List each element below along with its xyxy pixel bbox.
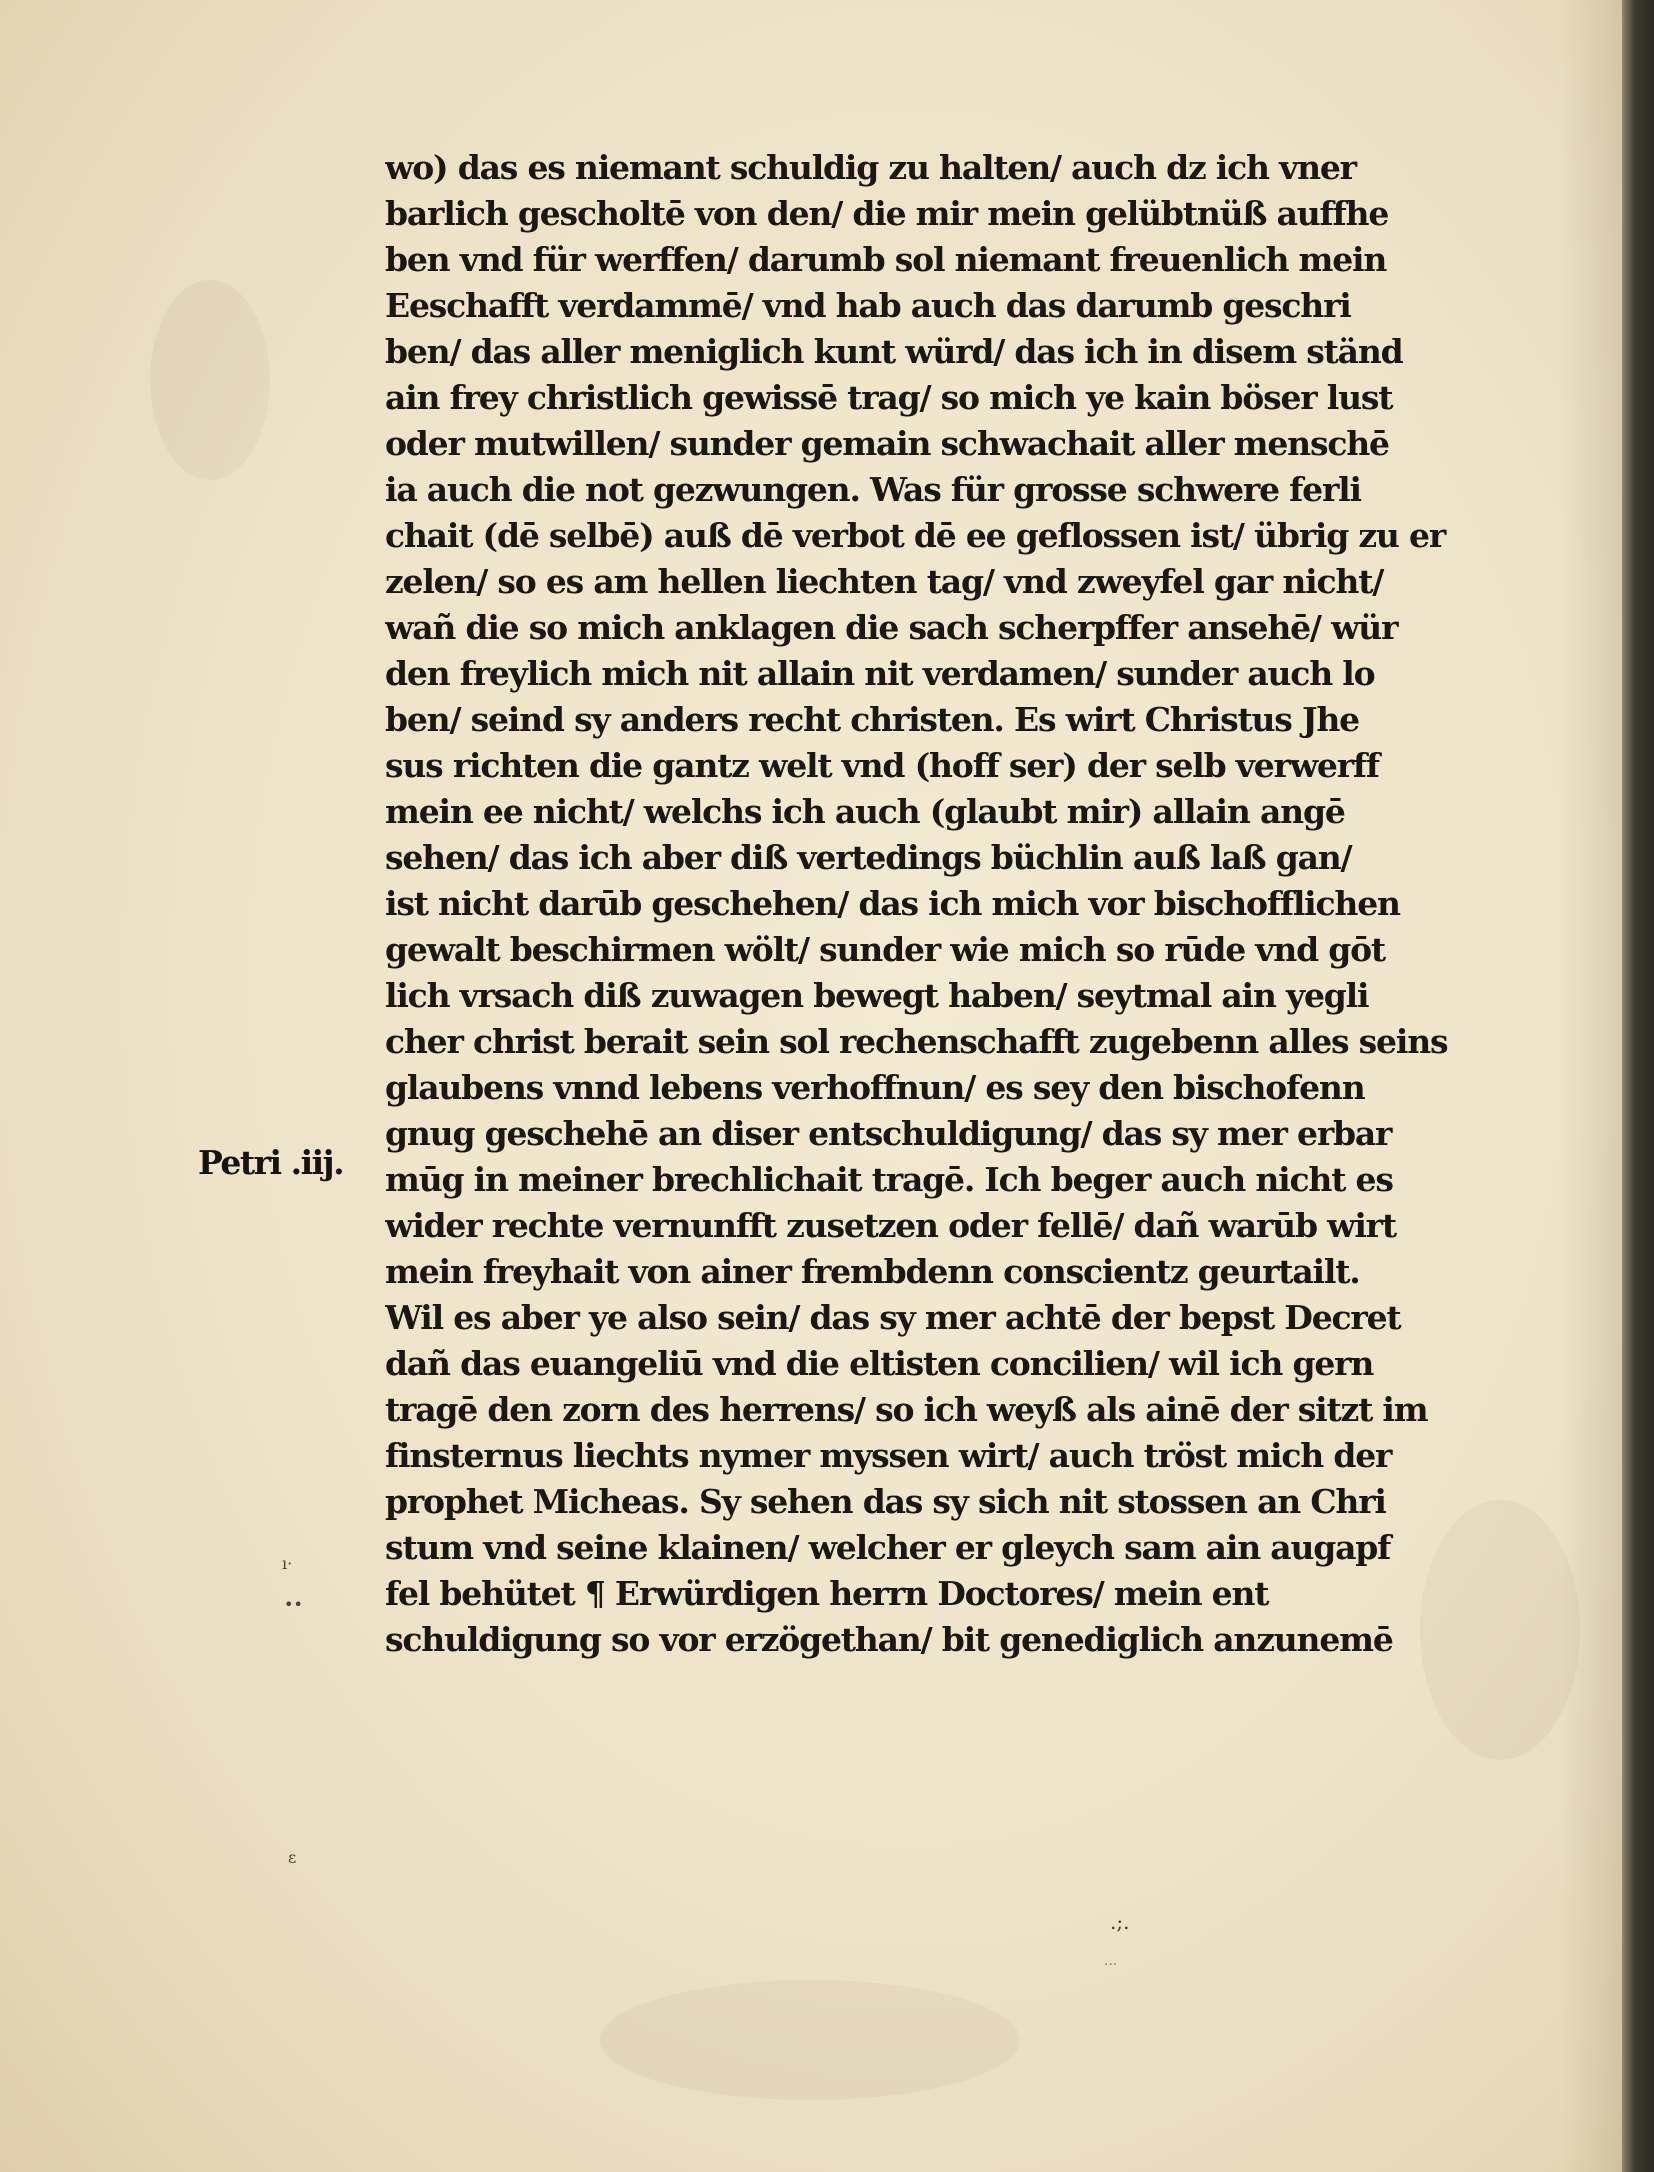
- margin-note: Petri .iij.: [198, 1143, 344, 1182]
- book-edge: [1622, 0, 1654, 2172]
- catchword-mark: .;.: [1110, 1910, 1130, 1934]
- bleed-through-stain: [150, 280, 270, 480]
- text-line: stum vnd seine klainen/ welcher er gleych sam ain augapf: [385, 1528, 1391, 1567]
- text-line: sehen/ das ich aber diß vertedings büchlin auß laß gan/: [385, 838, 1352, 877]
- margin-mark: ı·: [282, 1554, 293, 1573]
- text-line: glaubens vnnd lebens verhoffnun/ es sey den bischofenn: [385, 1068, 1365, 1107]
- text-line: schuldigung so vor erzögethan/ bit genediglich anzunemē: [385, 1620, 1393, 1659]
- text-line: dañ das euangeliū vnd die eltisten concilien/ wil ich gern: [385, 1344, 1374, 1383]
- text-line: ben/ das aller meniglich kunt würd/ das ich in disem ständ: [385, 332, 1403, 371]
- catchword-mark: ...: [1104, 1953, 1118, 1969]
- margin-mark: ɛ: [288, 1848, 297, 1867]
- gutter-shadow: [1560, 0, 1622, 2172]
- text-line: ist nicht darūb geschehen/ das ich mich vor bischofflichen: [385, 884, 1400, 923]
- margin-mark: ••: [284, 1595, 303, 1614]
- text-line: ain frey christlich gewissē trag/ so mich ye kain böser lust: [385, 378, 1393, 417]
- text-line: mein ee nicht/ welchs ich auch (glaubt mir) allain angē: [385, 792, 1345, 831]
- text-line: ben vnd für werffen/ darumb sol niemant freuenlich mein: [385, 240, 1387, 279]
- text-line: finsternus liechts nymer myssen wirt/ auch tröst mich der: [385, 1436, 1392, 1475]
- text-line: den freylich mich nit allain nit verdamen/ sunder auch lo: [385, 654, 1375, 693]
- text-line: lich vrsach diß zuwagen bewegt haben/ seytmal ain yegli: [385, 976, 1369, 1015]
- text-line: prophet Micheas. Sy sehen das sy sich nit stossen an Chri: [385, 1482, 1386, 1521]
- bleed-through-stain: [600, 1980, 1020, 2100]
- text-line: wider rechte vernunfft zusetzen oder fellē/ dañ warūb wirt: [385, 1206, 1396, 1245]
- text-line: ia auch die not gezwungen. Was für grosse schwere ferli: [385, 470, 1361, 509]
- text-line: Eeschafft verdammē/ vnd hab auch das darumb geschri: [385, 286, 1351, 325]
- text-line: sus richten die gantz welt vnd (hoff ser) der selb verwerff: [385, 746, 1379, 785]
- text-line: oder mutwillen/ sunder gemain schwachait aller menschē: [385, 424, 1389, 463]
- text-line: mein freyhait von ainer frembdenn conscientz geurtailt.: [385, 1252, 1360, 1291]
- text-line: wo) das es niemant schuldig zu halten/ auch dz ich vner: [385, 148, 1356, 187]
- text-block: [385, 145, 1495, 1663]
- text-line: chait (dē selbē) auß dē verbot dē ee geflossen ist/ übrig zu er: [385, 516, 1445, 555]
- text-line: gewalt beschirmen wölt/ sunder wie mich so rūde vnd gōt: [385, 930, 1385, 969]
- text-line: fel behütet ¶ Erwürdigen herrn Doctores/ mein ent: [385, 1574, 1269, 1613]
- text-line: mūg in meiner brechlichait tragē. Ich beger auch nicht es: [385, 1160, 1393, 1199]
- text-line: zelen/ so es am hellen liechten tag/ vnd zweyfel gar nicht/: [385, 562, 1384, 601]
- text-line: cher christ berait sein sol rechenschafft zugebenn alles seins: [385, 1022, 1448, 1061]
- text-line: wañ die so mich anklagen die sach scherpffer ansehē/ wür: [385, 608, 1398, 647]
- text-line: Wil es aber ye also sein/ das sy mer achtē der bepst Decret: [385, 1298, 1401, 1337]
- text-line: gnug geschehē an diser entschuldigung/ das sy mer erbar: [385, 1114, 1392, 1153]
- text-line: ben/ seind sy anders recht christen. Es wirt Christus Jhe: [385, 700, 1359, 739]
- text-line: barlich gescholtē von den/ die mir mein gelübtnüß auffhe: [385, 194, 1389, 233]
- text-line: tragē den zorn des herrens/ so ich weyß als ainē der sitzt im: [385, 1390, 1428, 1429]
